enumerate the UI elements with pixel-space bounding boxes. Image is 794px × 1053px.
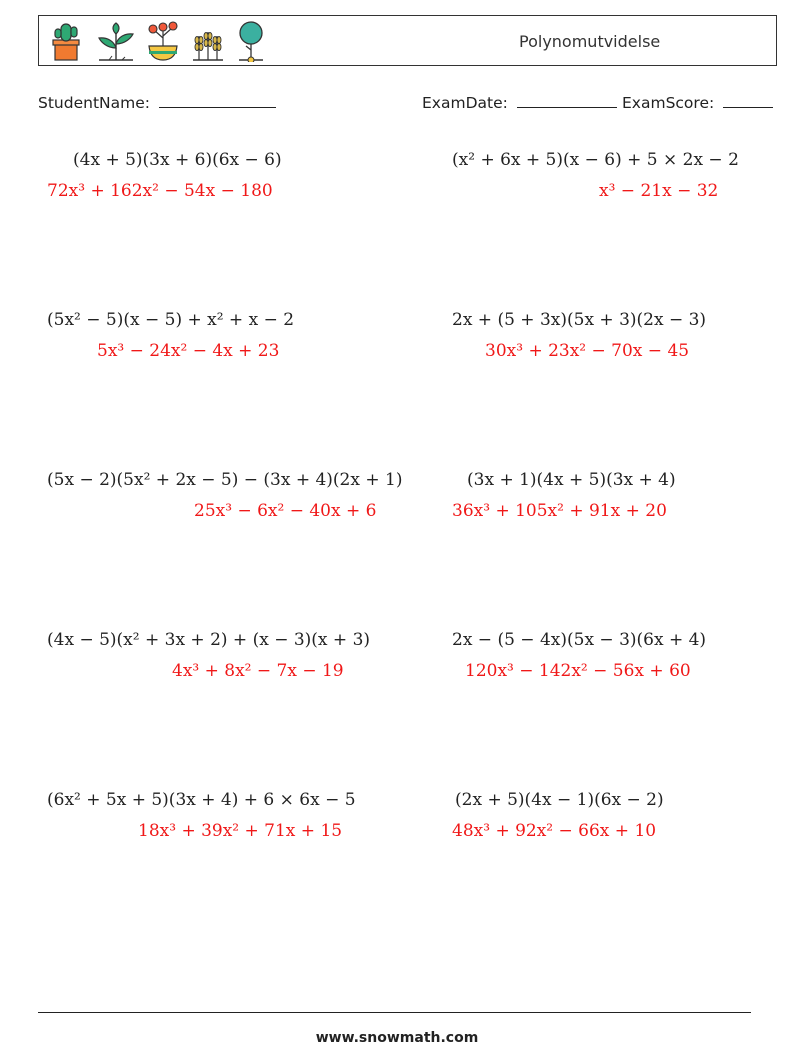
header-box bbox=[38, 15, 777, 66]
exam-score-label: ExamScore: bbox=[622, 94, 715, 112]
footer-url[interactable]: www.snowmath.com bbox=[315, 1030, 479, 1046]
problem-question: (4x − 5)(x² + 3x + 2) + (x − 3)(x + 3) bbox=[47, 630, 371, 650]
seedling-icon bbox=[95, 20, 137, 62]
problem-answer: 4x³ + 8x² − 7x − 19 bbox=[172, 661, 344, 681]
cactus-icon bbox=[51, 20, 81, 62]
problem-question: (x² + 6x + 5)(x − 6) + 5 × 2x − 2 bbox=[452, 150, 739, 170]
exam-score-blank[interactable] bbox=[723, 93, 773, 108]
tree-icon bbox=[235, 20, 267, 62]
problem-answer: 18x³ + 39x² + 71x + 15 bbox=[138, 821, 343, 841]
exam-date-field bbox=[422, 93, 617, 112]
exam-date-label: ExamDate: bbox=[422, 94, 508, 112]
problem-answer: 5x³ − 24x² − 4x + 23 bbox=[97, 341, 280, 361]
student-name-blank[interactable] bbox=[159, 93, 276, 108]
problem-question: (2x + 5)(4x − 1)(6x − 2) bbox=[455, 790, 664, 810]
problem-answer: x³ − 21x − 32 bbox=[599, 181, 719, 201]
flower-pot-icon bbox=[145, 20, 181, 62]
problem-question: (4x + 5)(3x + 6)(6x − 6) bbox=[73, 150, 282, 170]
problem-question: (5x² − 5)(x − 5) + x² + x − 2 bbox=[47, 310, 295, 330]
problem-answer: 48x³ + 92x² − 66x + 10 bbox=[452, 821, 657, 841]
student-name-field bbox=[38, 93, 276, 112]
problem-question: (5x − 2)(5x² + 2x − 5) − (3x + 4)(2x + 1) bbox=[47, 470, 403, 490]
exam-date-blank[interactable] bbox=[517, 93, 617, 108]
problem-answer: 30x³ + 23x² − 70x − 45 bbox=[485, 341, 690, 361]
problem-answer: 25x³ − 6x² − 40x + 6 bbox=[194, 501, 377, 521]
exam-score-field bbox=[622, 93, 773, 112]
problem-question: (6x² + 5x + 5)(3x + 4) + 6 × 6x − 5 bbox=[47, 790, 356, 810]
footer-divider bbox=[38, 1012, 751, 1013]
problem-question: (3x + 1)(4x + 5)(3x + 4) bbox=[467, 470, 676, 490]
problem-answer: 72x³ + 162x² − 54x − 180 bbox=[47, 181, 273, 201]
student-name-label: StudentName: bbox=[38, 94, 150, 112]
problem-answer: 120x³ − 142x² − 56x + 60 bbox=[465, 661, 691, 681]
wheat-icon bbox=[191, 20, 225, 62]
problem-question: 2x − (5 − 4x)(5x − 3)(6x + 4) bbox=[452, 630, 707, 650]
worksheet-title: Polynomutvidelse bbox=[519, 32, 661, 51]
problem-question: 2x + (5 + 3x)(5x + 3)(2x − 3) bbox=[452, 310, 707, 330]
problem-answer: 36x³ + 105x² + 91x + 20 bbox=[452, 501, 667, 521]
